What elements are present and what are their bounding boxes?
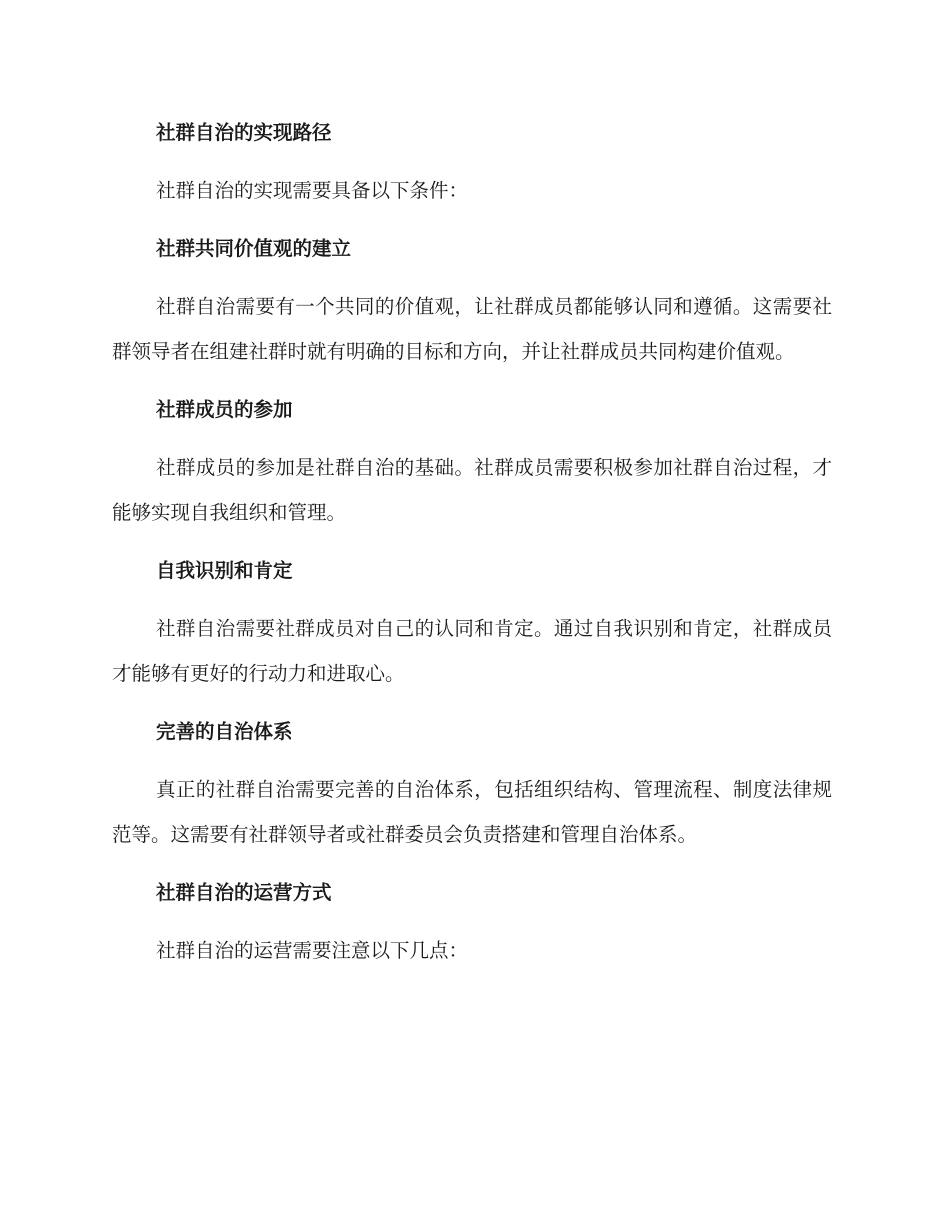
section-heading: 社群自治的运营方式 [156,881,332,904]
body-paragraph: 社群自治的运营需要注意以下几点： [156,939,469,962]
section-heading: 社群自治的实现路径 [156,121,332,144]
section-heading: 社群共同价值观的建立 [156,237,352,260]
section-heading: 社群成员的参加 [156,398,293,421]
body-paragraph: 社群自治需要有一个共同的价值观，让社群成员都能够认同和遵循。这需要社群领导者在组建社群时就有明确的目标和方向，并让社群成员共同构建价值观。 [112,295,832,363]
body-paragraph: 社群自治需要社群成员对自己的认同和肯定。通过自我识别和肯定，社群成员才能够有更好的行动力和进取心。 [112,617,832,685]
document-body [112,110,832,986]
body-paragraph: 社群自治的实现需要具备以下条件： [156,179,469,202]
body-paragraph: 社群成员的参加是社群自治的基础。社群成员需要积极参加社群自治过程，才能够实现自我组织和管理。 [112,456,832,524]
body-paragraph: 真正的社群自治需要完善的自治体系，包括组织结构、管理流程、制度法律规范等。这需要有社群领导者或社群委员会负责搭建和管理自治体系。 [112,778,832,846]
section-heading: 完善的自治体系 [156,720,293,743]
section-heading: 自我识别和肯定 [156,559,293,582]
